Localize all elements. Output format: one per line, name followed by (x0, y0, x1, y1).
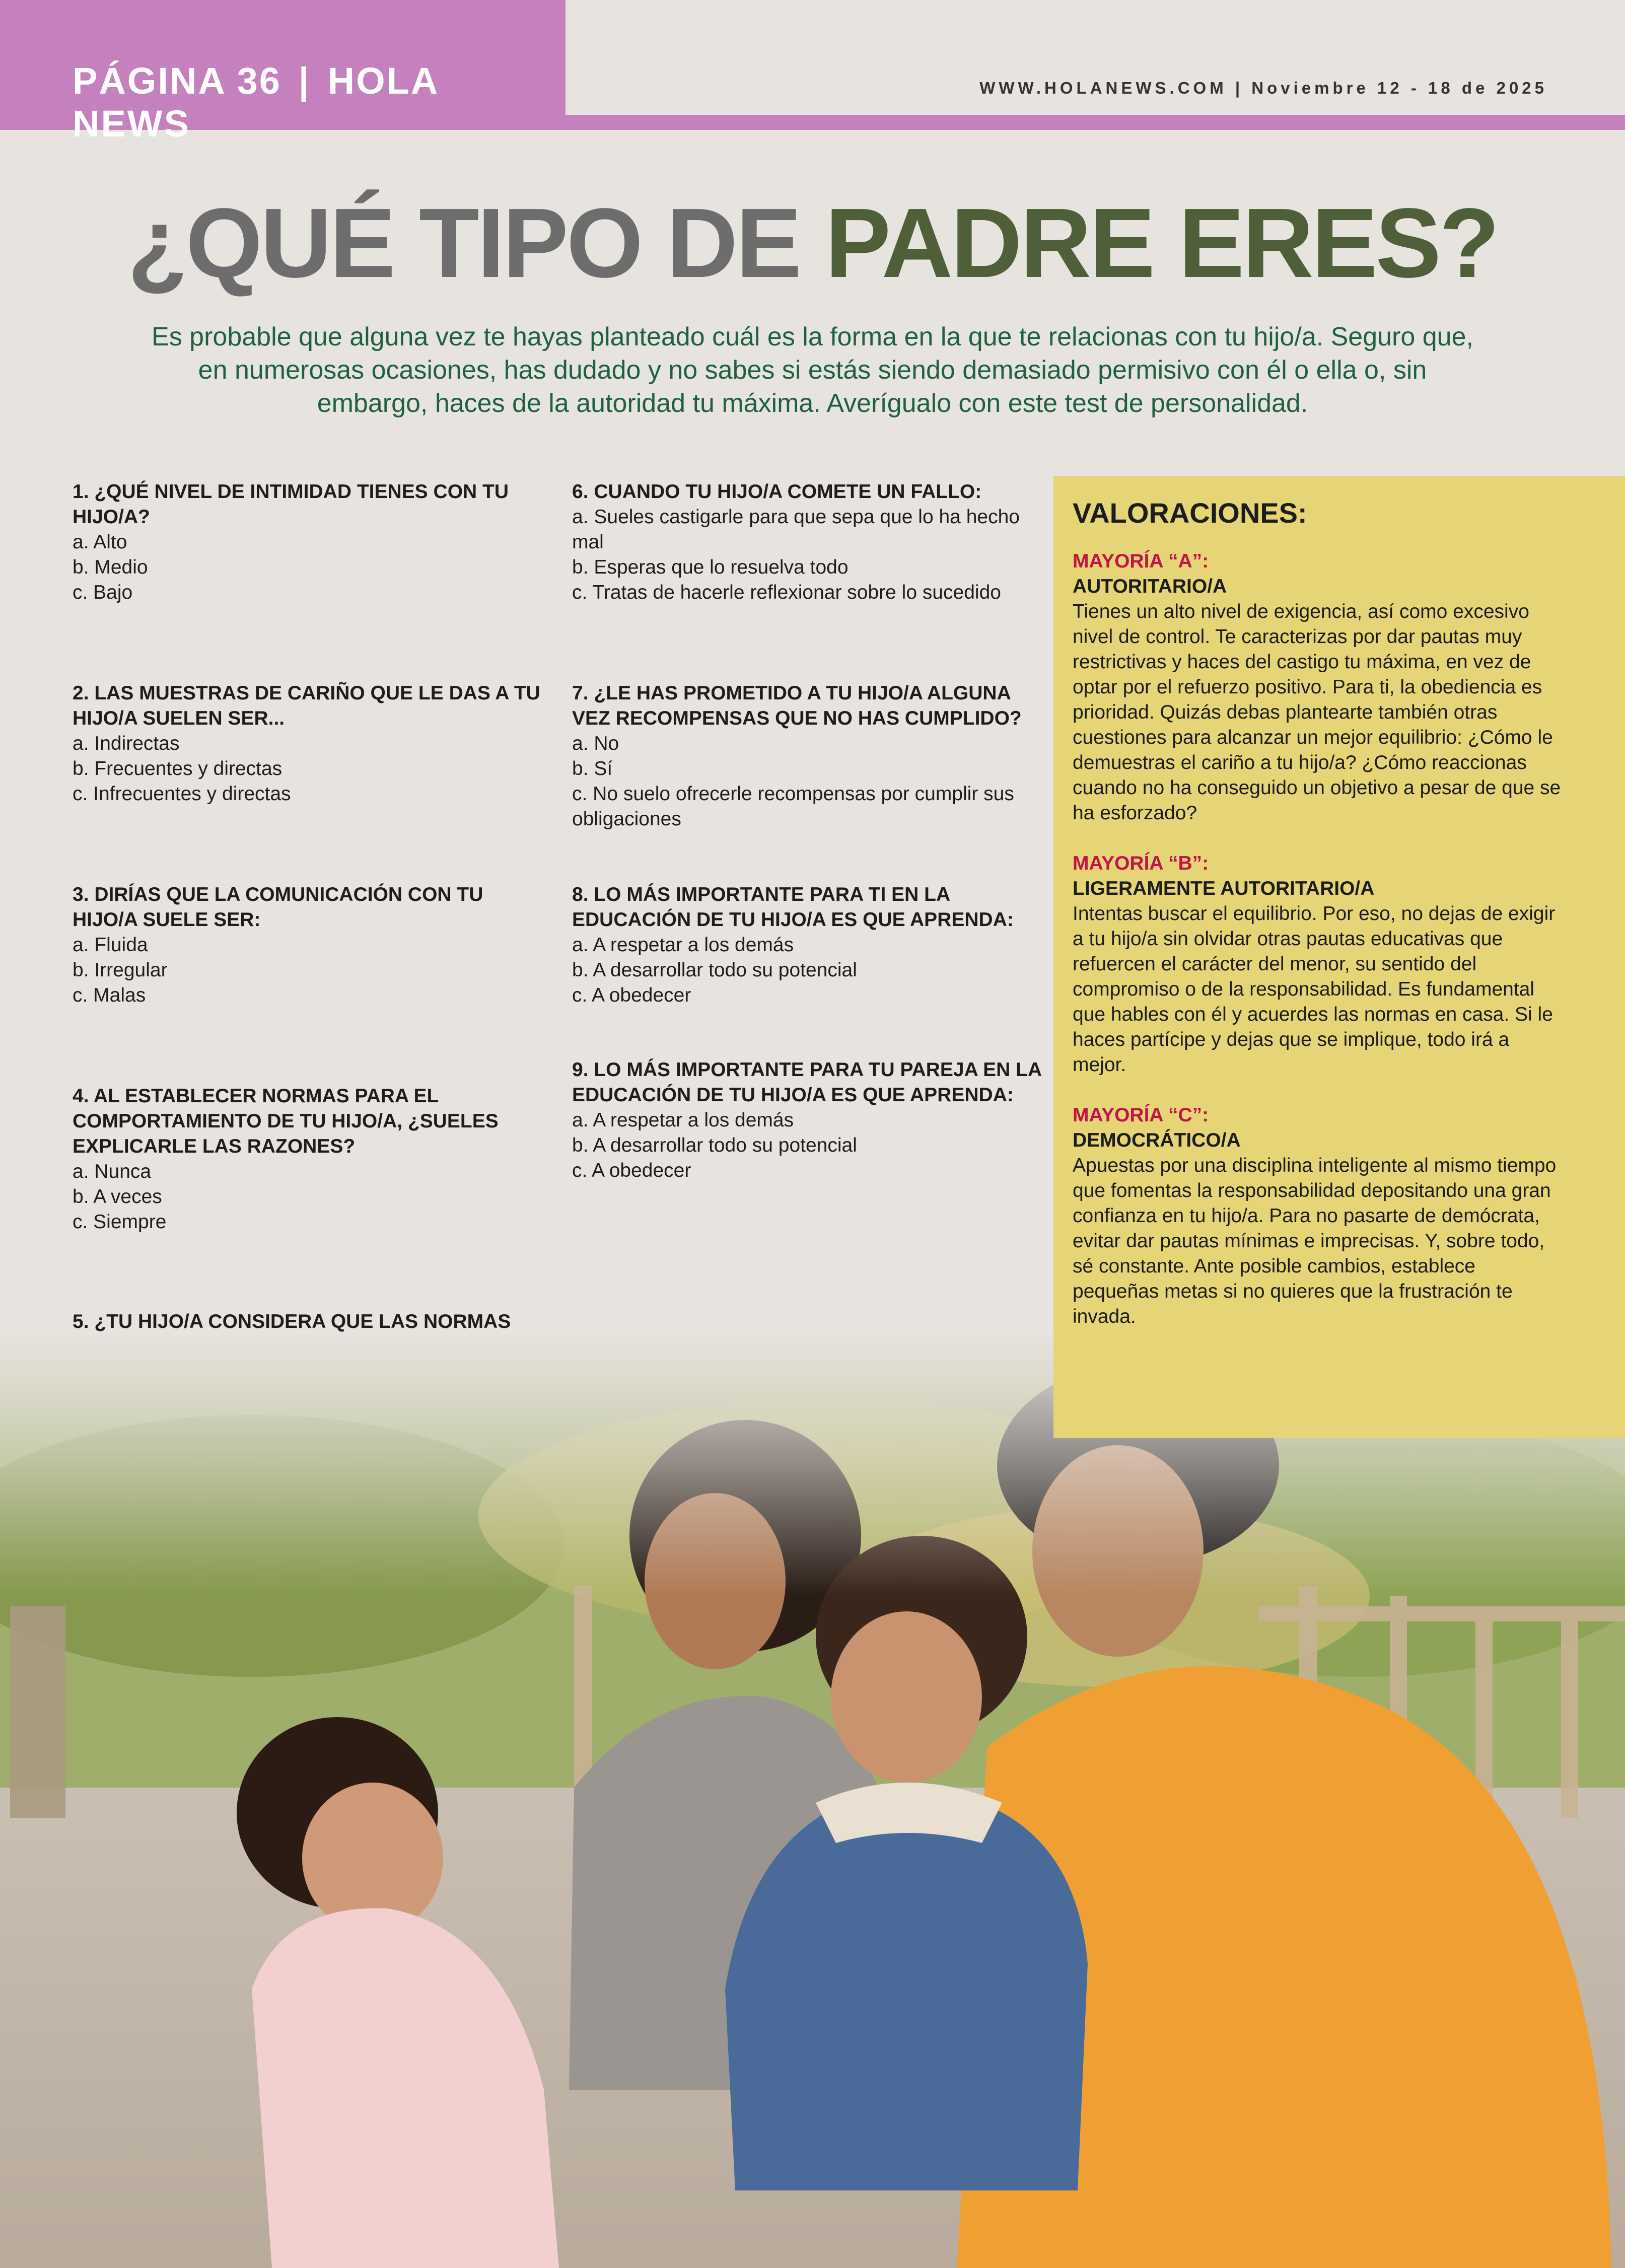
question-option: b. A desarrollar todo su potencial (572, 1135, 857, 1156)
question-option: c. Siempre (73, 1211, 167, 1233)
question-option: a. A respetar a los demás (572, 1109, 794, 1131)
valoracion-majority: MAYORÍA “C”: (1073, 1104, 1209, 1126)
valoracion-name: LIGERAMENTE AUTORITARIO/A (1073, 878, 1375, 899)
question-title: 6. CUANDO TU HIJO/A COMETE UN FALLO: (572, 481, 982, 503)
page-title (0, 186, 1625, 300)
question-option: c. Bajo (73, 582, 133, 603)
question-option: c. A obedecer (572, 984, 691, 1006)
question-option: a. Indirectas (73, 733, 180, 754)
question-title: 3. DIRÍAS QUE LA COMUNICACIÓN CON TU HIJO/A SUELE SER: (73, 884, 483, 931)
question-option: b. Irregular (73, 959, 168, 981)
question-option: a. Fluida (73, 934, 148, 956)
valoracion-text: Apuestas por una disciplina inteligente al mismo tiempo que fomentas la responsabilidad depositando una gran confianza en tu hijo/a. Para no pasarte de demócrata, evitar dar pautas mínimas e imprecisas. Y, sobre todo, sé constante. Ante posible cambios, establece pequeñas metas si no quieres que la frustración te invada. (1073, 1155, 1557, 1327)
question-6 (572, 479, 1045, 605)
header-band (0, 0, 1625, 145)
valoracion-b (1073, 851, 1565, 1078)
title-part-1: ¿QUÉ TIPO DE (127, 188, 800, 298)
valoracion-majority: MAYORÍA “A”: (1073, 550, 1209, 572)
question-option: a. A respetar a los demás (572, 934, 794, 956)
family-photo (0, 1334, 1625, 2268)
question-title: 1. ¿QUÉ NIVEL DE INTIMIDAD TIENES CON TU HIJO/A? (73, 481, 509, 528)
question-4 (73, 1084, 543, 1235)
question-2 (73, 681, 543, 807)
question-option: c. A obedecer (572, 1160, 691, 1181)
question-title: 8. LO MÁS IMPORTANTE PARA TI EN LA EDUCACIÓN DE TU HIJO/A ES QUE APRENDA: (572, 884, 1014, 931)
question-option: c. Infrecuentes y directas (73, 783, 291, 805)
question-1 (73, 479, 543, 605)
question-7 (572, 681, 1045, 832)
question-title: 2. LAS MUESTRAS DE CARIÑO QUE LE DAS A TU HIJO/A SUELEN SER... (73, 682, 540, 729)
question-option: b. Esperas que lo resuelva todo (572, 556, 849, 578)
question-option: a. No (572, 733, 619, 754)
valoracion-c (1073, 1103, 1565, 1329)
question-option: a. Alto (73, 531, 127, 553)
question-option: a. Sueles castigarle para que sepa que lo ha hecho mal (572, 506, 1020, 553)
title-part-2: PADRE ERES? (825, 188, 1498, 298)
question-option: c. Tratas de hacerle reflexionar sobre lo sucedido (572, 582, 1001, 603)
question-3 (73, 882, 543, 1008)
question-option: b. A veces (73, 1186, 162, 1208)
question-option: a. Nunca (73, 1161, 152, 1182)
question-option: c. No suelo ofrecerle recompensas por cumplir sus obligaciones (572, 783, 1014, 830)
question-title: 5. ¿TU HIJO/A CONSIDERA QUE LAS NORMAS (73, 1311, 511, 1332)
valoracion-text: Intentas buscar el equilibrio. Por eso, no dejas de exigir a tu hijo/a sin olvidar otras pautas educativas que refuercen el carácter del menor, su sentido del compromiso o de la responsabilidad. Es fundamental que hables con él y acuerdes las normas en casa. Si le haces partícipe y dejas que se implique, todo irá a mejor. (1073, 903, 1556, 1076)
brand-name: HOLA NEWS (73, 60, 438, 145)
valoracion-majority: MAYORÍA “B”: (1073, 853, 1209, 874)
question-option: b. Sí (572, 758, 613, 779)
valoracion-text: Tienes un alto nivel de exigencia, así como excesivo nivel de control. Te caracterizas por dar pautas muy restrictivas y haces del castigo tu máxima, en vez de optar por el refuerzo positivo. Para ti, la obediencia es prioridad. Quizás debas plantearte también otras cuestiones para alcanzar un mejor equilibrio: ¿Cómo le demuestras el cariño a tu hijo/a? ¿Cómo reaccionas cuando no ha conseguido un objetivo a pesar de que se ha esforzado? (1073, 601, 1561, 824)
valoraciones-title: VALORACIONES: (1073, 497, 1307, 529)
question-option: c. Malas (73, 984, 146, 1006)
question-option: b. Medio (73, 556, 148, 578)
page-number: PÁGINA 36 (73, 60, 281, 102)
question-option: b. A desarrollar todo su potencial (572, 959, 857, 981)
question-title: 4. AL ESTABLECER NORMAS PARA EL COMPORTAMIENTO DE TU HIJO/A, ¿SUELES EXPLICARLE LAS RAZONES? (73, 1085, 499, 1157)
question-title: 7. ¿LE HAS PROMETIDO A TU HIJO/A ALGUNA VEZ RECOMPENSAS QUE NO HAS CUMPLIDO? (572, 682, 1022, 729)
page-tab (0, 0, 566, 145)
header-rule (566, 115, 1625, 130)
question-title: 9. LO MÁS IMPORTANTE PARA TU PAREJA EN LA EDUCACIÓN DE TU HIJO/A ES QUE APRENDA: (572, 1059, 1041, 1106)
question-8 (572, 882, 1045, 1008)
valoracion-name: DEMOCRÁTICO/A (1073, 1129, 1241, 1151)
question-option: b. Frecuentes y directas (73, 758, 282, 779)
header-meta: WWW.HOLANEWS.COM | Noviembre 12 - 18 de 2025 (979, 79, 1547, 97)
valoracion-name: AUTORITARIO/A (1073, 576, 1227, 597)
valoracion-a (1073, 549, 1565, 826)
valoraciones-box (1053, 476, 1625, 1438)
intro-paragraph: Es probable que alguna vez te hayas planteado cuál es la forma en la que te relacionas con tu hijo/a. Seguro que, en numerosas ocasiones, has dudado y no sabes si estás siendo demasiado permisivo con él o ella o, sin embargo, haces de la autoridad tu máxima. Averígualo con este test de personalidad. (152, 322, 1473, 418)
question-9 (572, 1057, 1045, 1183)
header-separator: | (298, 60, 311, 102)
